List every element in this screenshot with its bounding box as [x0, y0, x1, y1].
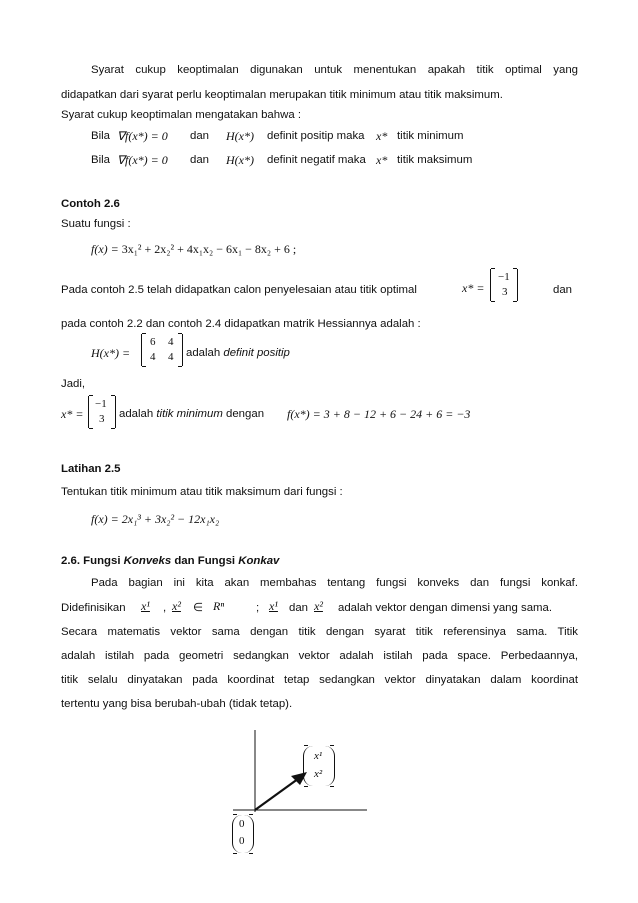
def-x2: x² [172, 599, 181, 613]
origin-0-bottom: 0 [239, 835, 245, 847]
def-x2-b: x² [314, 599, 323, 613]
result-statement [119, 409, 264, 420]
function-rhs: 3x₁² + 2x₂² + 4x₁x₂ − 6x₁ − 8x₂ + 6 ; [121, 242, 297, 256]
xstar-vector [490, 269, 518, 301]
def-didefinisikan: Didefinisikan [61, 602, 126, 614]
hessian-cell: 4 [168, 351, 174, 363]
def-element-of: ∈ [193, 602, 203, 614]
latihan-heading: Latihan 2.5 [61, 463, 121, 475]
origin-0-top: 0 [239, 818, 245, 830]
section-para-6: tertentu yang bisa berubah-ubah (tidak tetap). [61, 698, 293, 710]
rule-hessian: H(x*) [226, 153, 254, 167]
rule-x: x* [376, 153, 388, 167]
rule-x: x* [376, 129, 388, 143]
rule-condition: definit positip maka [267, 130, 365, 142]
dan-word: dan [553, 284, 573, 296]
xstar-2: 3 [502, 286, 508, 298]
rule-condition: definit negatif maka [267, 154, 366, 166]
section-dan: dan Fungsi [171, 555, 239, 567]
def-rn: Rⁿ [213, 599, 225, 613]
rule-gradient: ∇f(x*) = 0 [117, 129, 168, 143]
result-x-2: 3 [99, 413, 105, 425]
rule-gradient: ∇f(x*) = 0 [117, 153, 168, 167]
result-titik-minimum: titik minimum [156, 408, 223, 420]
pada-line-2: pada contoh 2.2 dan contoh 2.4 didapatkan matrik Hessiannya adalah : [61, 318, 421, 330]
result-f-value: f(x*) = 3 + 8 − 12 + 6 − 24 + 6 = −3 [287, 407, 471, 421]
hessian-adalah: adalah [186, 347, 221, 359]
section-para-3: Secara matematis vektor sama dengan titik dengan syarat titik referensinya sama. Titik [61, 626, 578, 638]
def-comma: , [163, 602, 167, 614]
rule-dan: dan [190, 130, 210, 142]
intro-line-3: Syarat cukup keoptimalan mengatakan bahwa : [61, 109, 301, 121]
section-heading [61, 556, 279, 567]
vector-x1: x¹ [314, 750, 323, 762]
function-equation [91, 243, 296, 256]
section-para-5: titik selalu dinyatakan pada koordinat tetap sedangkan vektor dinyatakan dalam koordinat [61, 674, 578, 686]
hessian-definit: definit positip [223, 347, 290, 359]
rule-bila: Bila [91, 154, 110, 166]
intro-line-2: didapatkan dari syarat perlu keoptimalan merupakan titik minimum atau titik maksimum. [61, 89, 503, 101]
latihan-text: Tentukan titik minimum atau titik maksimum dari fungsi : [61, 486, 343, 498]
result-dengan: dengan [226, 408, 265, 420]
def-x1: x¹ [141, 599, 150, 613]
xstar-1: −1 [498, 271, 510, 283]
section-para-1: Pada bagian ini kita akan membahas tentang fungsi konveks dan fungsi konkaf. [91, 577, 578, 589]
hessian-statement [186, 348, 290, 359]
result-x-label: x* = [61, 407, 84, 421]
latihan-function: f(x) = 2x₁³ + 3x₂² − 12x₁x₂ [91, 512, 220, 526]
hessian-label: H(x*) = [91, 346, 131, 360]
contoh-heading: Contoh 2.6 [61, 198, 120, 210]
result-adalah: adalah [119, 408, 154, 420]
section-konkav: Konkav [238, 555, 280, 567]
intro-line-1: Syarat cukup keoptimalan digunakan untuk menentukan apakah titik optimal yang [91, 64, 578, 76]
def-rest: adalah vektor dengan dimensi yang sama. [338, 602, 553, 614]
section-num: 2.6. Fungsi [61, 555, 124, 567]
section-konveks: Konveks [123, 555, 172, 567]
rule-result: titik maksimum [397, 154, 473, 166]
hessian-cell: 4 [150, 351, 156, 363]
result-x-vector [88, 396, 116, 428]
rule-result: titik minimum [397, 130, 464, 142]
def-dan: dan [289, 602, 309, 614]
hessian-matrix [141, 334, 183, 366]
section-para-4: adalah istilah pada geometri sedangkan vektor adalah istilah pada space. Perbedaannya, [61, 650, 578, 662]
def-x1-b: x¹ [269, 599, 278, 613]
origin-vector [232, 815, 254, 853]
rule-bila: Bila [91, 130, 110, 142]
jadi-label: Jadi, [61, 378, 86, 390]
rule-hessian: H(x*) [226, 129, 254, 143]
hessian-cell: 4 [168, 336, 174, 348]
vector-x-column [303, 746, 335, 786]
vector-arrow [255, 776, 302, 810]
pada-line-1: Pada contoh 2.5 telah didapatkan calon penyelesaian atau titik optimal [61, 284, 417, 296]
hessian-cell: 6 [150, 336, 156, 348]
xstar-label: x* = [462, 281, 485, 295]
rule-dan: dan [190, 154, 210, 166]
suatu-fungsi-label: Suatu fungsi : [61, 218, 131, 230]
vector-x2: x² [314, 768, 323, 780]
function-lhs: f(x) = [91, 242, 122, 256]
def-semicolon: ; [256, 602, 260, 614]
result-x-1: −1 [95, 398, 107, 410]
